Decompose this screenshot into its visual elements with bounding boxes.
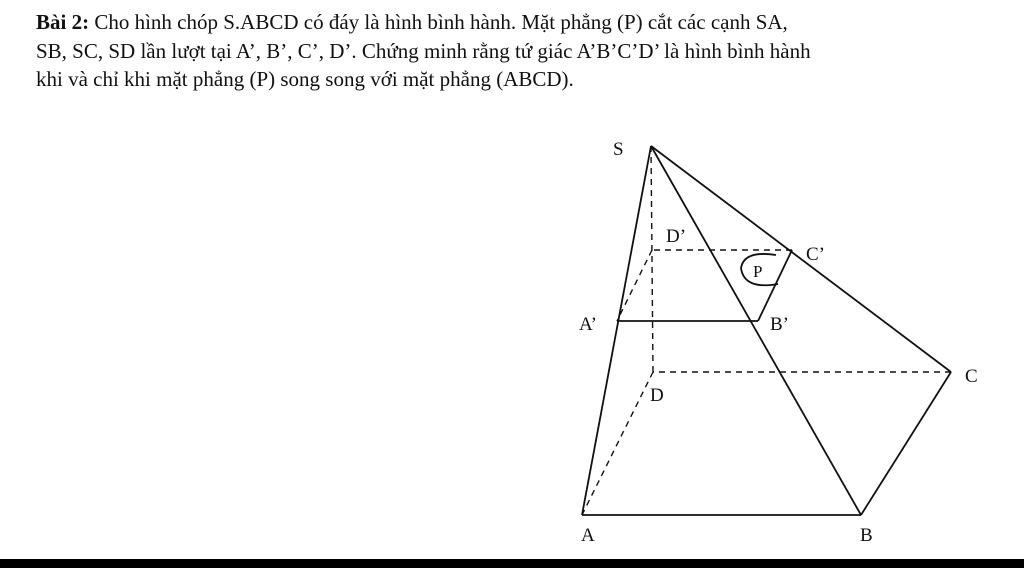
edge-BC bbox=[861, 372, 951, 515]
label-A: A bbox=[581, 525, 595, 546]
edge-D1A1 bbox=[617, 250, 652, 321]
problem-line-3: khi và chỉ khi mặt phẳng (P) song song với mặt phẳng (ABCD). bbox=[36, 67, 574, 91]
edge-DA bbox=[582, 372, 653, 515]
label-B-prime: B’ bbox=[770, 314, 789, 335]
bottom-bar bbox=[0, 559, 1024, 568]
label-A-prime: A’ bbox=[579, 314, 597, 335]
problem-text-1: Cho hình chóp S.ABCD có đáy là hình bình hành. Mặt phẳng (P) cắt các cạnh SA, bbox=[89, 10, 788, 34]
label-D: D bbox=[650, 385, 664, 406]
edge-SB bbox=[651, 146, 861, 515]
label-S: S bbox=[613, 139, 624, 160]
edge-SD bbox=[651, 146, 653, 372]
problem-heading: Bài 2: bbox=[36, 10, 90, 34]
label-P: P bbox=[753, 262, 763, 281]
problem-line-2: SB, SC, SD lần lượt tại A’, B’, C’, D’. Chứng minh rằng tứ giác A’B’C’D’ là hình bình hành bbox=[36, 38, 811, 63]
label-C-prime: C’ bbox=[806, 244, 825, 265]
label-C: C bbox=[965, 366, 978, 387]
label-B: B bbox=[860, 525, 873, 546]
edge-SC bbox=[651, 146, 951, 372]
label-D-prime: D’ bbox=[666, 226, 687, 247]
